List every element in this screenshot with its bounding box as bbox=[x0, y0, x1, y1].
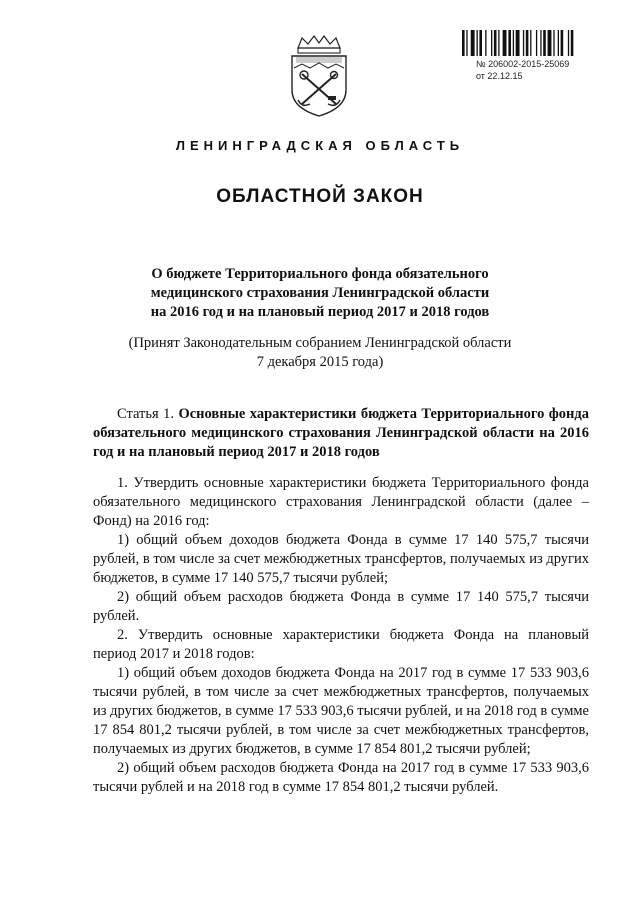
adoption-note-line: (Принят Законодательным собранием Ленинградской области bbox=[128, 335, 512, 351]
registration-date: от 22.12.15 bbox=[476, 71, 523, 81]
adoption-note-line: 7 декабря 2015 года) bbox=[256, 354, 384, 370]
document-type-heading: ОБЛАСТНОЙ ЗАКОН bbox=[216, 186, 424, 207]
article-heading bbox=[93, 405, 589, 462]
paragraph: 2) общий объем расходов бюджета Фонда в сумме 17 140 575,7 тысячи рублей. bbox=[93, 589, 589, 624]
article-number: Статья 1. bbox=[117, 406, 174, 422]
paragraph: 2) общий объем расходов бюджета Фонда на 2017 год в сумме 17 533 903,6 тысячи рублей и на 2018 год в сумме 17 854 801,2 тысячи рублей. bbox=[93, 760, 589, 795]
paragraph: 1) общий объем доходов бюджета Фонда в сумме 17 140 575,7 тысячи рублей, в том числе за счет межбюджетных трансфертов, получаемых из других бюджетов, в сумме 17 140 575,7 тысячи рублей; bbox=[93, 532, 589, 586]
adoption-note bbox=[90, 334, 550, 372]
law-title bbox=[120, 265, 520, 322]
registration-stamp bbox=[476, 58, 569, 82]
paragraph: 1. Утвердить основные характеристики бюджета Территориального фонда обязательного медицинского страхования Ленинградской области (далее – Фонд) на 2016 год: bbox=[93, 475, 589, 529]
law-title-line: на 2016 год и на плановый период 2017 и 2018 годов bbox=[150, 304, 490, 320]
coat-of-arms-emblem bbox=[284, 34, 354, 118]
article-title: Основные характеристики бюджета Территориального фонда обязательного медицинского страхования Ленинградской области на 2016 год и на плановый период 2017 и 2018 годов bbox=[93, 406, 589, 460]
law-title-line: медицинского страхования Ленинградской области bbox=[150, 285, 490, 301]
region-heading: ЛЕНИНГРАДСКАЯ ОБЛАСТЬ bbox=[175, 138, 465, 153]
paragraph: 2. Утвердить основные характеристики бюджета Фонда на плановый период 2017 и 2018 годов: bbox=[93, 627, 589, 662]
paragraph: 1) общий объем доходов бюджета Фонда на 2017 год в сумме 17 533 903,6 тысячи рублей, в том числе за счет межбюджетных трансфертов, получаемых из других бюджетов, в сумме 17 533 903,6 тысячи рублей, и на 2018 год в сумме 17 854 801,2 тысячи рублей, в том числе за счет межбюджетных трансфертов, получаемых из других бюджетов, в сумме 17 854 801,2 тысячи рублей; bbox=[93, 665, 589, 757]
law-title-line: О бюджете Территориального фонда обязательного bbox=[151, 266, 489, 282]
registration-number: № 206002-2015-25069 bbox=[476, 59, 570, 69]
article-body bbox=[93, 474, 589, 797]
barcode-graphic bbox=[462, 30, 610, 56]
